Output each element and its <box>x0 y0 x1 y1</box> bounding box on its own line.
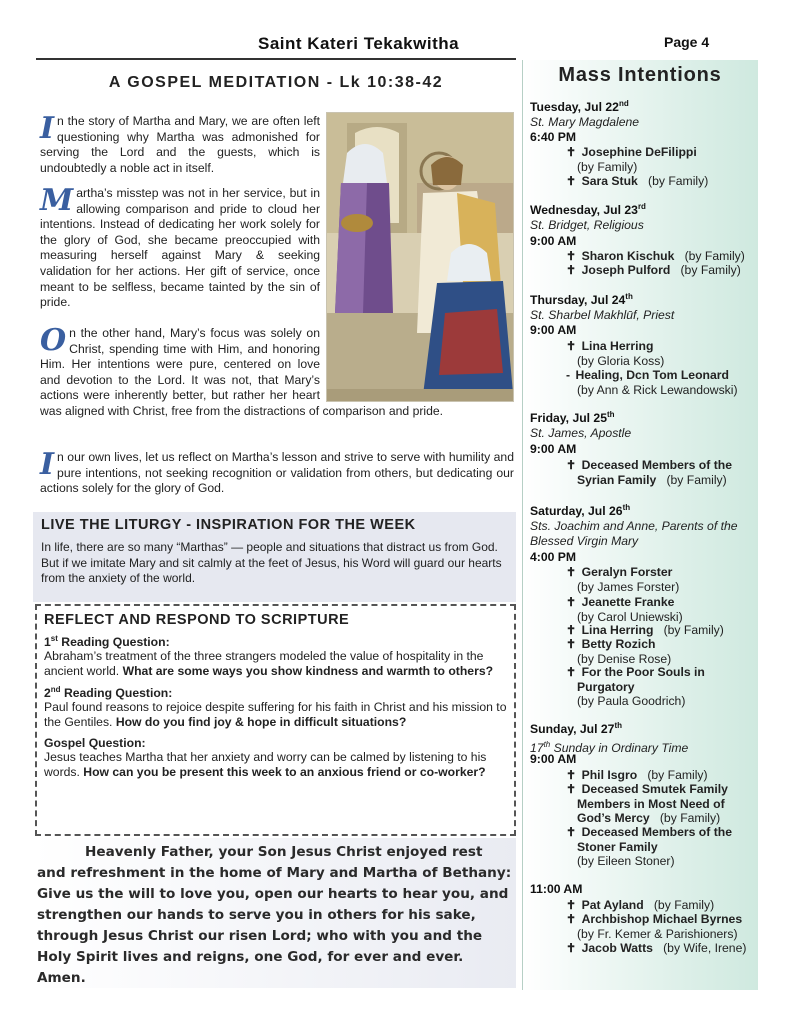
meditation-paragraph-4 <box>40 447 514 497</box>
mass-intention-entry: ✝ Josephine DeFilippi (by Family) <box>566 145 697 174</box>
mass-intention-entry: ✝ Sharon Kischuk (by Family) <box>566 249 745 263</box>
paragraph-text: n our own lives, let us reflect on Martha’s lesson and strive to serve with humility and pure intentions, not seeking recognition or validation from others, but dedicating our actions solely for the glory of God. <box>40 450 514 496</box>
mass-intention-entry: ✝ Jacob Watts (by Wife, Irene) <box>566 941 747 955</box>
closing-prayer-box <box>33 838 516 988</box>
second-reading-question-text: Paul found reasons to rejoice despite suffering for his faith in Christ and his mission to the Gentiles. How do you find joy & hope in difficult situations? <box>44 699 507 730</box>
cross-icon: ✝ <box>566 825 577 839</box>
cross-icon: ✝ <box>566 595 577 609</box>
dash-icon: - <box>566 368 571 382</box>
reflect-and-respond-box <box>35 604 516 836</box>
cross-icon: ✝ <box>566 174 577 188</box>
mass-saint: 17th Sunday in Ordinary Time <box>530 740 689 756</box>
mass-time: 4:00 PM <box>530 550 577 564</box>
mass-intention-entry: ✝ Phil Isgro (by Family) <box>566 768 708 782</box>
drop-cap: I <box>40 111 55 146</box>
first-reading-question-text: Abraham’s treatment of the three strangers modeled the value of hospitality in the ancient world. What are some ways you show kindness and warmth to others? <box>44 649 494 679</box>
reflect-heading: REFLECT AND RESPOND TO SCRIPTURE <box>44 612 350 628</box>
cross-icon: ✝ <box>566 665 577 679</box>
mass-saint: St. Bridget, Religious <box>530 218 644 232</box>
cross-icon: ✝ <box>566 458 577 472</box>
mass-time: 9:00 AM <box>530 442 577 456</box>
meditation-paragraph-1 <box>40 111 320 176</box>
closing-prayer: Heavenly Father, your Son Jesus Christ enjoyed rest and refreshment in the home of Mary and Martha of Bethany: Give us the will to love you, open our hearts to hear you, and strengthen our hands to serve you in others for his sake, through Jesus Christ our risen Lord; who with you and the Holy Spirit lives and reigns, one God, for ever and ever. Amen. <box>37 844 512 986</box>
drop-cap: I <box>40 447 55 482</box>
mass-day-friday: Friday, Jul 25th <box>530 410 615 426</box>
mass-intention-entry: ✝ Sara Stuk (by Family) <box>566 174 709 188</box>
mass-intention-entry: ✝ Lina Herring (by Family) <box>566 623 724 637</box>
page-number: Page 4 <box>664 34 710 50</box>
mass-day-thursday: Thursday, Jul 24th <box>530 292 633 308</box>
gospel-question-text: Jesus teaches Martha that her anxiety and worry can be calmed by listening to his words. How can you be present this week to an anxious friend or co-worker? <box>44 749 487 780</box>
newsletter-title: Saint Kateri Tekakwitha <box>258 34 460 53</box>
mass-time: 11:00 AM <box>530 882 583 896</box>
cross-icon: ✝ <box>566 941 577 955</box>
mass-day-tuesday: Tuesday, Jul 22nd <box>530 99 629 115</box>
paragraph-text: n the other hand, Mary’s focus was solely on Christ, spending time with Him, and honoring Him. Her intentions were pure, centered on love and devotion to the Lord. It was not, that Mary’s actions were inherently better, but rather her heart was aligned with Christ, free from the distractions of comparison and pride. <box>40 326 444 418</box>
mass-day-wednesday: Wednesday, Jul 23rd <box>530 202 646 218</box>
meditation-paragraph-3 <box>40 323 514 420</box>
drop-cap: O <box>40 323 67 358</box>
mass-saint: St. Sharbel Makhlūf, Priest <box>530 308 675 322</box>
cross-icon: ✝ <box>566 249 577 263</box>
mass-saint: St. James, Apostle <box>530 426 632 440</box>
gospel-question-label: Gospel Question: <box>44 735 146 750</box>
cross-icon: ✝ <box>566 565 577 579</box>
cross-icon: ✝ <box>566 339 577 353</box>
mass-time: 9:00 AM <box>530 752 577 766</box>
mass-intention-entry: ✝ Deceased Members of the Stoner Family (by Eileen Stoner) <box>566 825 732 869</box>
first-reading-question-label: 1st Reading Question: <box>44 634 170 650</box>
header-divider <box>36 58 516 60</box>
cross-icon: ✝ <box>566 145 577 159</box>
cross-icon: ✝ <box>566 263 577 277</box>
mass-intention-entry: ✝ Jeanette Franke (by Carol Uniewski) <box>566 595 683 624</box>
cross-icon: ✝ <box>566 623 577 637</box>
mass-intention-entry: ✝ Deceased Smutek Family Members in Most Need of God’s Mercy (by Family) <box>566 782 728 826</box>
mass-intention-entry: ✝ Deceased Members of the Syrian Family (by Family) <box>566 458 732 487</box>
mass-day-sunday: Sunday, Jul 27th <box>530 721 622 737</box>
mass-intention-entry: ✝ For the Poor Souls in Purgatory (by Paula Goodrich) <box>566 665 705 709</box>
mass-time: 9:00 AM <box>530 234 577 248</box>
mass-intentions-title: Mass Intentions <box>558 64 722 86</box>
cross-icon: ✝ <box>566 782 577 796</box>
second-reading-question-label: 2nd Reading Question: <box>44 684 173 700</box>
cross-icon: ✝ <box>566 637 577 651</box>
mass-time: 6:40 PM <box>530 130 577 144</box>
mass-intention-entry: - Healing, Dcn Tom Leonard (by Ann & Rick Lewandowski) <box>566 368 738 397</box>
drop-cap: M <box>40 183 74 218</box>
liturgy-text: In life, there are so many “Marthas” — people and situations that distract us from God. But if we imitate Mary and sit calmly at the feet of Jesus, his Word will guard our hearts from the anxiety of the world. <box>41 540 502 585</box>
mass-intention-entry: ✝ Lina Herring (by Gloria Koss) <box>566 339 665 368</box>
cross-icon: ✝ <box>566 912 577 926</box>
gospel-meditation-title: A GOSPEL MEDITATION - Lk 10:38-42 <box>108 74 444 91</box>
meditation-paragraph-2 <box>40 183 320 311</box>
cross-icon: ✝ <box>566 768 577 782</box>
mass-saint: Sts. Joachim and Anne, Parents of the Blessed Virgin Mary <box>530 519 738 548</box>
mass-intention-entry: ✝ Betty Rozich (by Denise Rose) <box>566 637 672 666</box>
paragraph-text: n the story of Martha and Mary, we are often left questioning why Martha was admonished for serving the Lord and the guests, which is undoubtedly a noble act in itself. <box>40 114 320 175</box>
mass-intention-entry: ✝ Archbishop Michael Byrnes (by Fr. Kemer & Parishioners) <box>566 912 743 941</box>
mass-time: 9:00 AM <box>530 323 577 337</box>
paragraph-text: artha’s misstep was not in her service, but in allowing comparison and pride to cloud her intentions. Instead of dedicating her work solely for the glory of God, she became preoccupied with measuring herself against Mary & seeking validation for her actions. Her gift of service, once meant to be selfless, became tainted by the sin of pride. <box>40 186 320 310</box>
mass-intention-entry: ✝ Pat Ayland (by Family) <box>566 898 715 912</box>
mass-intention-entry: ✝ Joseph Pulford (by Family) <box>566 263 741 277</box>
live-the-liturgy-box <box>33 512 516 602</box>
liturgy-heading: LIVE THE LITURGY - INSPIRATION FOR THE WEEK <box>41 517 416 533</box>
mass-saint: St. Mary Magdalene <box>530 115 640 129</box>
mass-intention-entry: ✝ Geralyn Forster (by James Forster) <box>566 565 680 594</box>
cross-icon: ✝ <box>566 898 577 912</box>
mass-day-saturday: Saturday, Jul 26th <box>530 503 631 519</box>
